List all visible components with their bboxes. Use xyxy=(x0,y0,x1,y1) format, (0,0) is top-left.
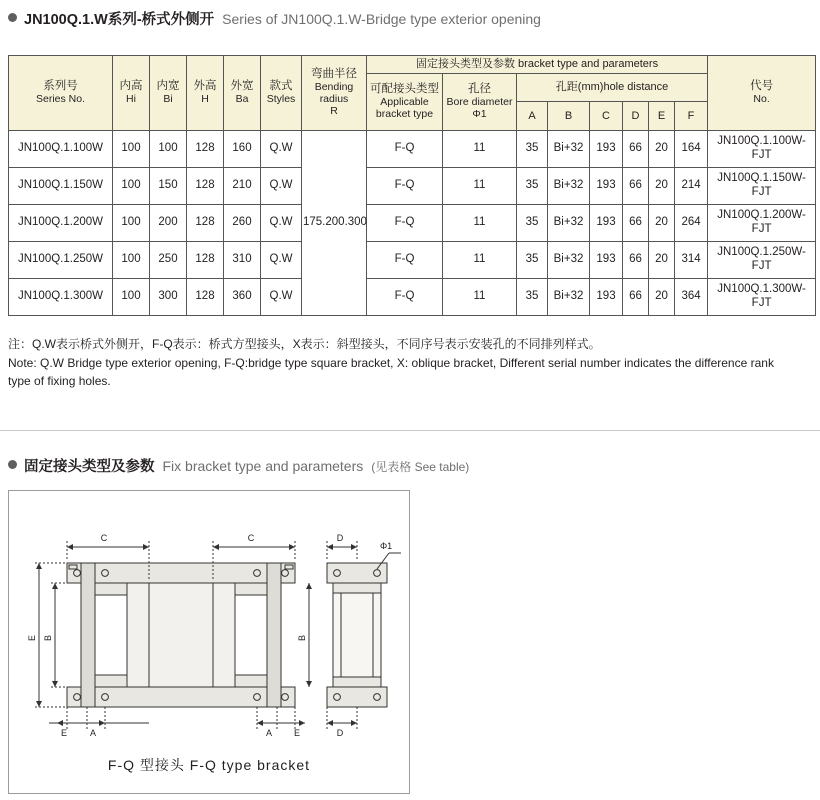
th-ba-en: Ba xyxy=(235,93,249,106)
cell-h: 128 xyxy=(187,167,224,204)
th-applicable xyxy=(367,73,443,130)
cell-f: 164 xyxy=(675,130,708,167)
cell-ba: 310 xyxy=(224,241,261,278)
cell-b: Bi+32 xyxy=(548,167,590,204)
cell-series: JN100Q.1.100W xyxy=(9,130,113,167)
th-bore-en: Bore diameter xyxy=(446,96,513,109)
th-bending-radius xyxy=(302,56,367,131)
th-series-cn: 系列号 xyxy=(43,80,78,93)
cell-bore: 11 xyxy=(443,204,517,241)
cell-hi: 100 xyxy=(113,167,150,204)
cell-ba: 360 xyxy=(224,278,261,315)
cell-bore: 11 xyxy=(443,167,517,204)
cell-bi: 150 xyxy=(150,167,187,204)
cell-series: JN100Q.1.300W xyxy=(9,278,113,315)
bracket-drawing xyxy=(9,491,409,793)
cell-bending-radius: 175.200.300 xyxy=(302,130,367,315)
bullet-icon xyxy=(8,13,17,22)
drawing-caption: F-Q 型接头 F-Q type bracket xyxy=(107,757,311,773)
section-heading-series xyxy=(0,8,541,29)
cell-bi: 200 xyxy=(150,204,187,241)
th-col-b: B xyxy=(548,102,590,131)
cell-bi: 100 xyxy=(150,130,187,167)
th-styles-en: Styles xyxy=(266,93,296,106)
cell-b: Bi+32 xyxy=(548,278,590,315)
cell-c: 193 xyxy=(590,130,623,167)
th-bend-cn: 弯曲半径 xyxy=(311,68,357,81)
section2-title-cn: 固定接头类型及参数 xyxy=(24,459,155,475)
th-bend-sym: R xyxy=(330,105,338,118)
cell-styles: Q.W xyxy=(261,204,302,241)
bracket-drawing-box xyxy=(8,490,410,794)
dim-label-a-bottom-right: A xyxy=(265,728,273,738)
th-col-e: E xyxy=(649,102,675,131)
cell-h: 128 xyxy=(187,204,224,241)
th-bi-en: Bi xyxy=(163,93,173,106)
cell-hi: 100 xyxy=(113,130,150,167)
th-hole-group: 孔距(mm)hole distance xyxy=(517,73,708,102)
cell-a: 35 xyxy=(517,204,548,241)
dim-label-b-right: B xyxy=(297,634,307,642)
table-row xyxy=(9,204,816,241)
th-h-cn: 外高 xyxy=(193,80,217,93)
cell-b: Bi+32 xyxy=(548,130,590,167)
table-notes xyxy=(8,335,798,391)
cell-h: 128 xyxy=(187,130,224,167)
cell-bi: 300 xyxy=(150,278,187,315)
table-header-row-1 xyxy=(9,56,816,74)
cell-applicable: F-Q xyxy=(367,278,443,315)
cell-styles: Q.W xyxy=(261,167,302,204)
th-col-a: A xyxy=(517,102,548,131)
cell-hi: 100 xyxy=(113,278,150,315)
note-cn: 注：Q.W表示桥式外侧开，F-Q表示：桥式方型接头，X表示：斜型接头，不同序号表示安装孔的不同排列样式。 xyxy=(8,337,601,351)
th-applicable-cn: 可配接头类型 xyxy=(370,82,439,95)
cell-no: JN100Q.1.100W-FJT xyxy=(708,130,816,167)
cell-ba: 210 xyxy=(224,167,261,204)
cell-ba: 160 xyxy=(224,130,261,167)
cell-c: 193 xyxy=(590,241,623,278)
cell-a: 35 xyxy=(517,167,548,204)
th-no-cn: 代号 xyxy=(750,80,774,93)
cell-e: 20 xyxy=(649,204,675,241)
spec-table-body xyxy=(9,130,816,315)
th-h-en: H xyxy=(201,93,209,106)
table-row xyxy=(9,278,816,315)
th-bore-cn: 孔径 xyxy=(468,82,491,95)
cell-applicable: F-Q xyxy=(367,241,443,278)
cell-applicable: F-Q xyxy=(367,204,443,241)
th-hi-en: Hi xyxy=(126,93,136,106)
th-styles xyxy=(261,56,302,131)
cell-c: 193 xyxy=(590,278,623,315)
th-col-c: C xyxy=(590,102,623,131)
th-bracket-group: 固定接头类型及参数 bracket type and parameters xyxy=(367,56,708,74)
cell-e: 20 xyxy=(649,278,675,315)
th-bend-en: Bending radius xyxy=(314,81,354,106)
table-row xyxy=(9,130,816,167)
th-bi xyxy=(150,56,187,131)
section2-title-en: Fix bracket type and parameters xyxy=(162,458,364,474)
cell-no: JN100Q.1.200W-FJT xyxy=(708,204,816,241)
cell-b: Bi+32 xyxy=(548,204,590,241)
cell-e: 20 xyxy=(649,167,675,204)
th-no-en: No. xyxy=(753,93,770,106)
th-col-f: F xyxy=(675,102,708,131)
dim-label-c-right: C xyxy=(247,533,255,543)
cell-applicable: F-Q xyxy=(367,130,443,167)
dim-label-c-left: C xyxy=(100,533,108,543)
dim-label-d-top: D xyxy=(336,533,344,543)
cell-a: 35 xyxy=(517,241,548,278)
th-styles-cn: 款式 xyxy=(269,80,293,93)
cell-h: 128 xyxy=(187,278,224,315)
cell-bore: 11 xyxy=(443,241,517,278)
th-series-en: Series No. xyxy=(35,93,86,106)
cell-e: 20 xyxy=(649,130,675,167)
cell-f: 214 xyxy=(675,167,708,204)
th-bore-sym: Φ1 xyxy=(472,108,487,121)
th-series xyxy=(9,56,113,131)
dim-label-d-bottom: D xyxy=(336,728,344,738)
bullet-icon xyxy=(8,460,17,469)
th-ba xyxy=(224,56,261,131)
th-applicable-en: Applicable bracket type xyxy=(375,96,434,121)
cell-b: Bi+32 xyxy=(548,241,590,278)
cell-bore: 11 xyxy=(443,278,517,315)
cell-d: 66 xyxy=(623,204,649,241)
th-no xyxy=(708,56,816,131)
th-col-d: D xyxy=(623,102,649,131)
spec-table-wrap xyxy=(8,55,808,316)
section-title-cn: JN100Q.1.W系列-桥式外侧开 xyxy=(24,12,215,28)
cell-no: JN100Q.1.300W-FJT xyxy=(708,278,816,315)
th-hi-cn: 内高 xyxy=(119,80,143,93)
cell-bore: 11 xyxy=(443,130,517,167)
dim-label-e-left: E xyxy=(27,634,37,642)
cell-series: JN100Q.1.250W xyxy=(9,241,113,278)
cell-no: JN100Q.1.250W-FJT xyxy=(708,241,816,278)
cell-h: 128 xyxy=(187,241,224,278)
cell-no: JN100Q.1.150W-FJT xyxy=(708,167,816,204)
cell-e: 20 xyxy=(649,241,675,278)
cell-d: 66 xyxy=(623,167,649,204)
spec-table xyxy=(8,55,816,316)
dim-label-a-bottom-left: A xyxy=(89,728,97,738)
cell-d: 66 xyxy=(623,278,649,315)
section-heading-bracket xyxy=(0,455,469,476)
th-ba-cn: 外宽 xyxy=(230,80,254,93)
section-divider xyxy=(0,430,820,431)
cell-c: 193 xyxy=(590,167,623,204)
table-row xyxy=(9,167,816,204)
dim-label-e-bottom-right: E xyxy=(293,728,301,738)
cell-a: 35 xyxy=(517,130,548,167)
cell-c: 193 xyxy=(590,204,623,241)
dim-label-phi1: Φ1 xyxy=(380,541,393,551)
cell-bi: 250 xyxy=(150,241,187,278)
cell-styles: Q.W xyxy=(261,241,302,278)
cell-a: 35 xyxy=(517,278,548,315)
cell-series: JN100Q.1.200W xyxy=(9,204,113,241)
section-title-en: Series of JN100Q.1.W-Bridge type exterior opening xyxy=(222,11,541,27)
cell-f: 364 xyxy=(675,278,708,315)
section2-note: (见表格 See table) xyxy=(371,460,470,474)
th-bore xyxy=(443,73,517,130)
cell-f: 264 xyxy=(675,204,708,241)
th-bi-cn: 内宽 xyxy=(156,80,180,93)
th-h xyxy=(187,56,224,131)
note-en: Note: Q.W Bridge type exterior opening, F-Q:bridge type square bracket, X: oblique bracket, Different serial number indicates the difference rank type of fixing holes. xyxy=(8,355,774,389)
table-row xyxy=(9,241,816,278)
cell-d: 66 xyxy=(623,241,649,278)
cell-styles: Q.W xyxy=(261,130,302,167)
dim-label-b-left: B xyxy=(43,634,53,642)
cell-d: 66 xyxy=(623,130,649,167)
cell-styles: Q.W xyxy=(261,278,302,315)
dim-label-e-bottom-left: E xyxy=(60,728,68,738)
cell-hi: 100 xyxy=(113,241,150,278)
th-hi xyxy=(113,56,150,131)
cell-series: JN100Q.1.150W xyxy=(9,167,113,204)
cell-hi: 100 xyxy=(113,204,150,241)
cell-f: 314 xyxy=(675,241,708,278)
cell-applicable: F-Q xyxy=(367,167,443,204)
cell-ba: 260 xyxy=(224,204,261,241)
